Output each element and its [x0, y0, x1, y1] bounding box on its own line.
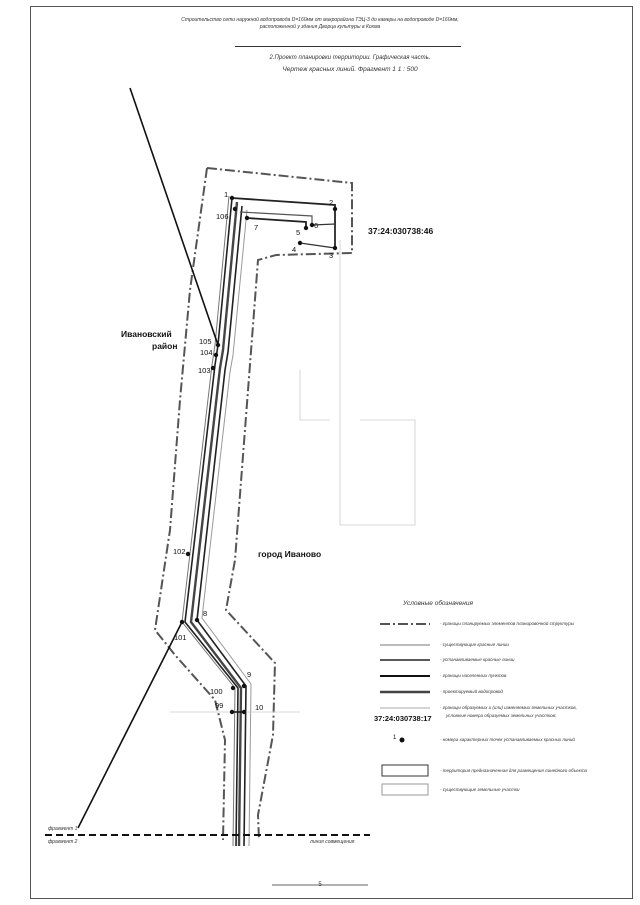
legend-existing-parcels-sample [382, 784, 428, 795]
legend-item-linear-object: - территория предназначенная для размещения линейного объекта [440, 768, 588, 773]
point-label-10: 10 [255, 703, 264, 712]
city-label: город Иваново [258, 549, 322, 559]
legend-item-new-red-lines: - устанавливаемые красные линии [440, 657, 515, 662]
point-label-4: 4 [292, 245, 297, 254]
legend-item-settlement-boundary: - границы населенных пунктов [440, 673, 507, 678]
point-label-100: 100 [210, 687, 223, 696]
legend-item-planning-boundary: - границы планируемых элементов планировочной структуры [440, 621, 575, 626]
point-label-8: 8 [203, 609, 208, 618]
point-marker [231, 686, 235, 690]
point-marker [245, 216, 249, 220]
point-marker [186, 552, 190, 556]
legend-item-pipeline: - проектируемый водопровод [440, 689, 503, 694]
point-marker [242, 684, 246, 688]
point-label-1: 1 [224, 190, 229, 199]
point-label-6: 6 [314, 221, 319, 230]
point-label-7: 7 [254, 223, 259, 232]
point-marker [333, 246, 337, 250]
drawing-title: Чертеж красных линий. Фрагмент 1 1 : 500 [282, 66, 418, 73]
point-label-102: 102 [173, 547, 186, 556]
point-marker [211, 366, 215, 370]
point-marker [214, 353, 218, 357]
red-line-left [185, 198, 238, 846]
point-label-104: 104 [200, 348, 213, 357]
existing-parcel-lines [340, 240, 415, 525]
legend-title: Условные обозначения [403, 600, 473, 607]
point-label-5: 5 [296, 228, 301, 237]
existing-parcel-lines-2 [300, 370, 330, 420]
district-label-2: район [152, 341, 178, 351]
legend-item-existing-parcels: - существующие земельные участки [440, 787, 520, 792]
district-label: Ивановский [121, 329, 172, 339]
match-line-label: линия совмещения [310, 839, 355, 845]
title-line-1: Строительство сети наружной водопровода D=160мм от микрорайона ТЭЦ-3 до камеры на водопроводе D=160мм, [181, 17, 459, 23]
point-label-3: 3 [329, 251, 334, 260]
title-line-2: расположенной у здания Дворца культуры в Кохма [259, 24, 381, 30]
legend-item-point-numbers: - номера характерных точек устанавливаемых красных линий [440, 737, 575, 742]
legend-cadastral-sample: 37:24:030738:17 [374, 714, 432, 723]
point-marker [230, 196, 234, 200]
district-boundary-upper [130, 88, 218, 345]
top-corridor [232, 198, 335, 248]
point-label-106: 106 [216, 212, 229, 221]
legend-item-existing-red-lines: - существующие красные линии [440, 642, 509, 647]
point-label-9: 9 [247, 670, 252, 679]
point-marker [180, 620, 184, 624]
planning-boundary [207, 168, 352, 840]
point-marker [233, 207, 237, 211]
point-label-101: 101 [174, 633, 187, 642]
point-marker [298, 241, 302, 245]
cadastral-number-top: 37:24:030738:46 [368, 226, 434, 236]
section-title: 2.Проект планировки территории. Графическая часть. [269, 55, 431, 61]
fragment-2-label: фрагмент 2 [48, 839, 78, 845]
point-marker [333, 207, 337, 211]
point-label-105: 105 [199, 337, 212, 346]
fragment-1-label: фрагмент 1 [48, 826, 78, 832]
point-label-99: 99 [215, 701, 224, 710]
legend-item-parcel-boundary: - границы образуемых и (или) изменяемых земельных участков, [440, 705, 577, 710]
point-label-103: 103 [198, 366, 211, 375]
point-marker [304, 226, 308, 230]
legend-item-parcel-numbers: условные номера образуемых земельных участков; [446, 713, 557, 718]
legend-linear-object-sample [382, 765, 428, 776]
legend-point-sample [400, 738, 405, 743]
point-marker [216, 343, 220, 347]
district-boundary-lower [78, 622, 182, 828]
page-number: 5 [318, 882, 322, 888]
point-label-2: 2 [329, 198, 334, 207]
point-marker [195, 618, 199, 622]
legend-point-number-sample: 1 [393, 735, 397, 741]
